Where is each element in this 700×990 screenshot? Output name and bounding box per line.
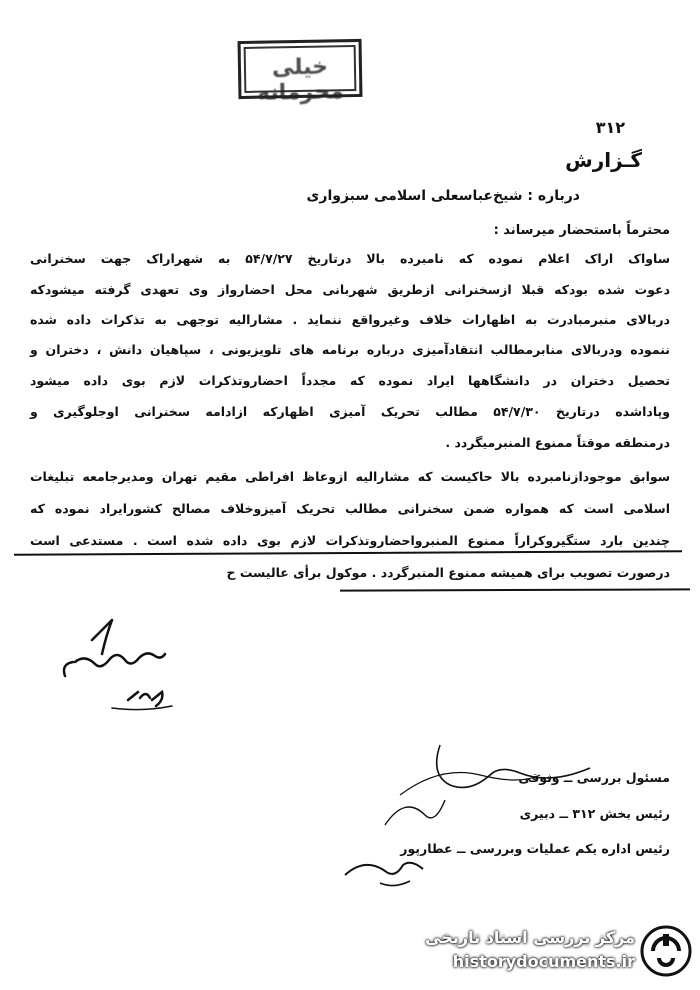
archive-watermark-banner [410, 920, 695, 982]
body-line-7: درمنطقه موقتاً ممنوع المنبرمیگردد . [445, 435, 670, 450]
document-number: ۳۱۲ [595, 118, 625, 137]
report-subject: درباره : شیخ‌عباسعلی اسلامی سبزواری [306, 188, 580, 204]
body-line-11: درصورت تصویب برای همیشه ممنوع المنبرگردد . موکول برأی عالیست ح [226, 565, 670, 580]
body-line-3: دربالای منبرمبادرت به اظهارات خلاف وغیرواقع ننماید . مشارالیه توجهی به تذکرات داده شده [30, 312, 670, 327]
salutation: محترماً باستحضار میرساند : [493, 223, 670, 238]
body-line-2: دعوت شده بودکه قبلا ازسخنرانی ازطریق شهربانی محل احضارواز وی تعهدی گرفته میشودکه [30, 282, 670, 297]
body-line-9: اسلامی است که همواره ضمن سخنرانی مطالب تحریک آمیزوخلاف مصالح کشورایراد نموده که [30, 501, 670, 516]
body-line-4: ننموده ودربالای منابرمطالب انتقادآمیزی درباره برنامه های تلویزیونی ، سپاهیان دانش ، دختران و [30, 342, 670, 357]
classification-stamp [238, 39, 363, 106]
signature-scribble-3 [340, 855, 430, 895]
official-department-head: رئیس اداره یکم عملیات وبررسی ــ عطارپور [400, 841, 670, 856]
signature-scribble-2 [380, 795, 450, 835]
official-reviewer: مسئول بررسی ــ وثوقی [518, 770, 670, 785]
body-line-5: تحصیل دختران در دانشگاهها ایراد نموده که مجدداً احضاروتذکرات لازم بوی داده میشود [30, 373, 670, 388]
ink-underline-1 [14, 550, 682, 555]
report-title: گـزارش [565, 148, 642, 172]
archive-logo-icon [639, 924, 693, 978]
ink-underline-2 [340, 588, 690, 591]
body-line-6: وپاداشده درتاریخ ۵۴/۷/۳۰ مطالب تحریک آمیزی اظهارکه ازادامه سخنرانی اوجلوگیری و [30, 404, 670, 419]
stamp-text: خیلی محرمانه [256, 54, 344, 106]
archive-website: historydocuments.ir [452, 952, 635, 971]
body-line-8: سوابق موجودازنامبرده بالا حاکیست که مشارالیه ازوعاظ افراطی مقیم تهران ومدیرجامعه تبلیغات [30, 469, 670, 484]
handwritten-annotation-left [0, 600, 200, 730]
body-line-10: چندین بارد ستگیروکراراً ممنوع المنبرواحضاروتذکرات لازم بوی داده شده است . مستدعی است [30, 533, 670, 548]
body-line-1: ساواک اراک اعلام نموده که نامبرده بالا درتاریخ ۵۴/۷/۲۷ به شهراراک جهت سخنرانی [30, 251, 670, 266]
official-section-head: رئیس بخش ۳۱۲ ــ دبیری [519, 806, 670, 821]
archive-name: مرکز بررسی اسناد تاریخی [425, 928, 635, 947]
